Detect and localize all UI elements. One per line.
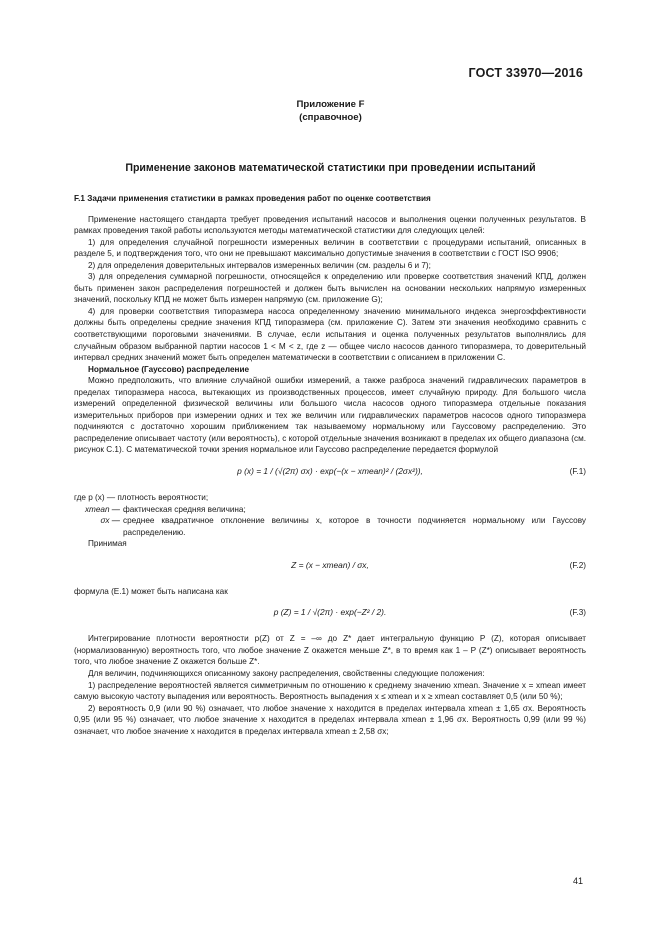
formula-f2 — [74, 550, 586, 586]
subheading-normal-distribution: Нормальное (Гауссово) распределение — [88, 364, 250, 374]
formula-f1-number: (F.1) — [569, 467, 586, 477]
appendix-label: Приложение F — [296, 99, 365, 110]
definition-sigma — [74, 515, 586, 538]
formula-rewrite-line: формула (Е.1) может быть написана как — [74, 586, 228, 596]
paragraph-normal: Можно предположить, что влияние случайной ошибки измерений, а также разброса значений гидравлических параметров в пределах типоразмера насоса, вытекающих из производственных процессов, имеет случайную природу. Для большого числа измерений определенной физической величины или большого числа насосов одного типоразмера отдельные показания измерительных приборов при измерении одних и тех же величин или гидравлических параметров насосов одного типоразмера подчиняются с достаточно хорошим приближением так называемому нормальному или Гауссовому распределению. Это распределение описывает частоту (или вероятность), с которой отдельные значения возникают в пределах их общего диапазона (см. рисунок С.1). С математической точки зрения нормальное или Гауссово распределение передается формулой — [74, 376, 586, 455]
list-item-1: 1) для определения случайной погрешности измеренных величин в соответствии с процедурами испытаний, описанных в разделе 5, и подтверждения того, что они не превышают максимально допустимые значения в соответствии с ГОСТ ISO 9906; — [74, 237, 586, 259]
definition-symbol: xmean — — [84, 504, 120, 514]
appendix-title: Применение законов математической статистики при проведении испытаний — [125, 162, 536, 174]
paragraph-integration: Интегрирование плотности вероятности p(Z) от Z = –∞ до Z* дает интегральную функцию P (Z), которая описывает (нормализованную) вероятность того, что любое значение Z окажется меньше Z*, в то время как 1 – P (Z*) описывает вероятность того, что любое значение Z окажется больше Z*. — [74, 634, 586, 667]
formula-f3 — [74, 597, 586, 633]
standard-number: ГОСТ 33970—2016 — [468, 66, 583, 80]
paragraph-properties: Для величин, подчиняющихся описанному закону распределения, свойственны следующие положения: — [88, 668, 485, 678]
definition-text: фактическая средняя величина; — [123, 504, 246, 514]
list-item-4: 4) для проверки соответствия типоразмера насоса определенному значению минимального индекса энергоэффективности должны быть определены средние значения КПД типоразмера (см. приложение С). Затем эти значения необходимо сравнить с соответствующими пороговыми значениями. В случае, если испытания и оценка полученных результатов выполнялись для случайным образом выбранной партии насосов 1 < M < z, где z — общее число насосов данного типоразмера, то доверительный интервал средних значений может быть определен математически в соответствии с описанием в приложении С. — [74, 306, 586, 363]
formula-f3-expression: p (Z) = 1 / √(2π) · exp(−Z² / 2). — [273, 607, 387, 618]
appendix-caption — [0, 98, 661, 124]
property-item-2: 2) вероятность 0,9 (или 90 %) означает, что любое значение x находится в пределах интервала xmean ± 1,65 σx. Вероятность 0,95 (или 95 %) означает, что любое значение x находится в пределах интервала xmean ± 1,96 σx. Вероятность 0,99 (или 99 %) означает, что любое значение x находится в пределах интервала xmean ± 2,58 σx; — [74, 703, 586, 736]
definition-symbol: σx — — [100, 516, 120, 526]
formula-f3-number: (F.3) — [569, 608, 586, 618]
document-body — [74, 193, 586, 737]
definition-xmean — [74, 504, 586, 516]
definition-text: среднее квадратичное отклонение величины x, которое в точности подчиняется нормальному или Гауссову распределению. — [123, 516, 586, 537]
formula-f1-expression: p (x) = 1 / (√(2π) σx) · exp(−(x − xmean)² / (2σx²)), — [237, 466, 423, 477]
list-item-3: 3) для определения суммарной погрешности, относящейся к определению или проверке соответствия значений КПД, должен быть применен закон распределения погрешностей и должен быть вычислен на основании нескольких напрямую измеренных значений, поскольку КПД не может быть измерен напрямую (см. приложение G); — [74, 272, 586, 305]
where-line: где p (x) — плотность вероятности; — [74, 493, 209, 503]
property-item-1: 1) распределение вероятностей является симметричным по отношению к среднему значению xmean. Значение x = xmean имеет самую высокую частоту выпадения или вероятность. Вероятность выпадения x ≤ xmean и x ≥ xmean составляет 0,5 (или 50 %); — [74, 680, 586, 702]
accepting-line: Принимая — [88, 539, 127, 549]
page-number: 41 — [572, 876, 583, 886]
formula-f2-expression: Z = (x − xmean) / σx, — [291, 559, 369, 570]
section-heading: F.1 Задачи применения статистики в рамках проведения работ по оценке соответствия — [74, 194, 431, 203]
list-item-2: 2) для определения доверительных интервалов измеренных величин (см. разделы 6 и 7); — [88, 260, 431, 270]
definition-list — [74, 504, 586, 539]
formula-f1 — [74, 456, 586, 492]
paragraph-intro: Применение настоящего стандарта требует проведения испытаний насосов и выполнения оценки полученных результатов. В рамках проведения такой работы используются методы математической статистики для следующих целей: — [74, 214, 586, 236]
formula-f2-number: (F.2) — [569, 560, 586, 570]
appendix-type: (справочное) — [299, 112, 362, 123]
